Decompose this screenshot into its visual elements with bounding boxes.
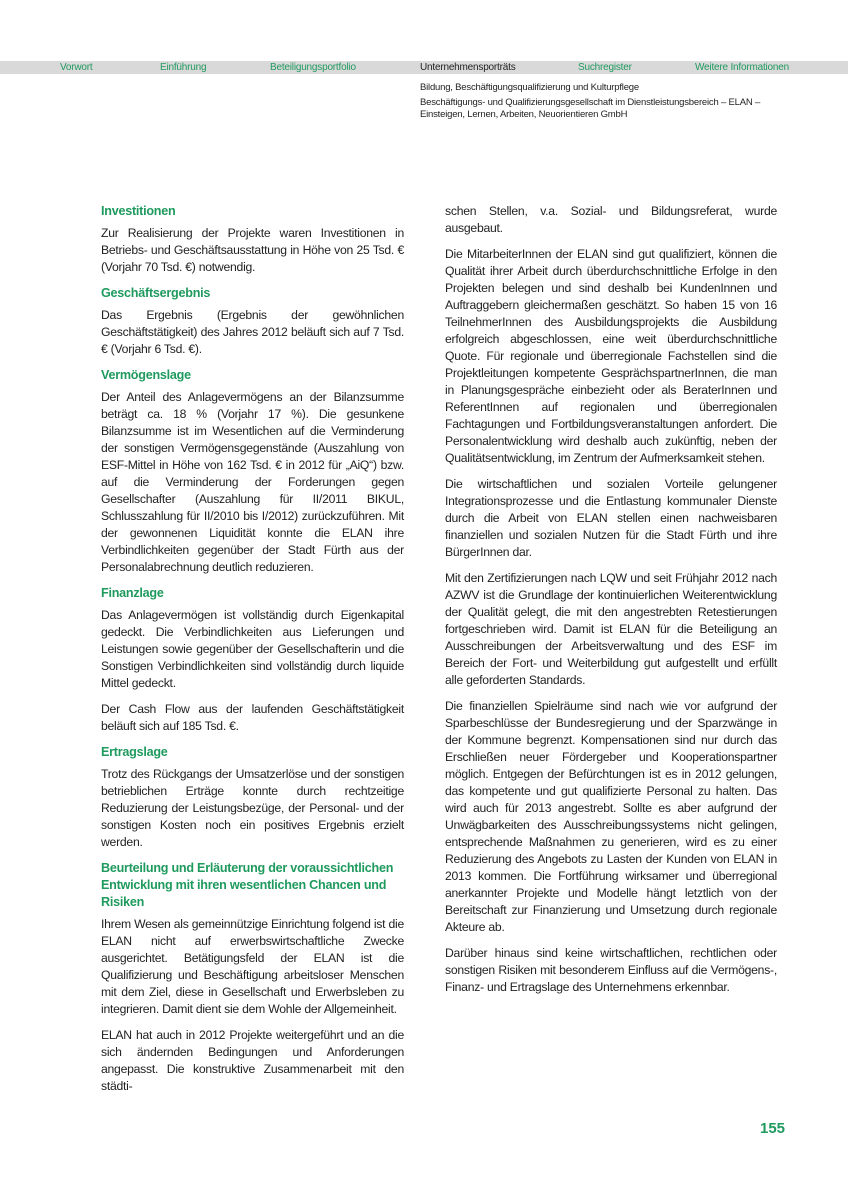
heading-investitionen: Investitionen [101,204,176,218]
nav-beteiligungsportfolio[interactable]: Beteiligungsportfolio [270,62,356,73]
heading-geschaeftsergebnis: Geschäftsergebnis [101,286,211,300]
page-number: 155 [760,1120,786,1137]
paragraph: Der Anteil des Anlagevermögens an der Bilanzsumme beträgt ca. 18 % (Vorjahr 17 %). Die gesunkene Bilanzsumme ist im Wesentlichen auf die Verminderung der sonstigen Vermögensgegenstände (Auszahlung von ESF-Mittel in Höhe von 162 Tsd. € in 2012 für „AiQ“) bzw. auf die Verminderung der Forderungen gegen Gesellschafter (Auszahlung für II/2011 BIKUL, Schlusszahlung für II/2010 bis I/2012) zurückzuführen. Mit der gewonnenen Liquidität konnte die ELAN ihre Verbindlichkeiten gegenüber der Stadt Fürth aus der Personalabrechnung deutlich reduzieren. [101,390,404,574]
left-column [101,203,404,1104]
paragraph: Das Anlagevermögen ist vollständig durch Eigenkapital gedeckt. Die Verbindlichkeiten aus Lieferungen und Leistungen sowie gegenüber der Gesellschafterin und die Sonstigen Verbindlichkeiten sind vollständig durch liquide Mittel gedeckt. [101,608,404,690]
nav-einfuehrung[interactable]: Einführung [160,62,207,73]
paragraph: Mit den Zertifizierungen nach LQW und seit Frühjahr 2012 nach AZWV ist die Grundlage der kontinuierlichen Weiterentwicklung der Qualität gelegt, die mit den angestrebten Retestierungen fortgeschrieben wird. Damit ist ELAN für die Beteiligung an Ausschreibungen der Arbeitsverwaltung und des ESF im Bereich der Fort- und Weiterbildung gut aufgestellt und erfüllt alle geforderten Standards. [445,571,777,687]
heading-finanzlage: Finanzlage [101,586,164,600]
category-heading: Bildung, Beschäftigungsqualifizierung und Kulturpflege [420,82,639,93]
nav-weitere-informationen[interactable]: Weitere Informationen [695,62,789,73]
company-name-line2: Einsteigen, Lernen, Arbeiten, Neuorientieren GmbH [420,109,628,120]
heading-beurteilung: Beurteilung und Erläuterung der voraussichtlichen Entwicklung mit ihren wesentlichen Chancen und Risiken [101,861,394,909]
paragraph-continuation: schen Stellen, v.a. Sozial- und Bildungsreferat, wurde ausgebaut. [445,204,777,235]
paragraph: Darüber hinaus sind keine wirtschaftlichen, rechtlichen oder sonstigen Risiken mit besonderem Einfluss auf die Vermögens-, Finanz- und Ertragslage des Unternehmens erkennbar. [445,946,777,994]
paragraph: ELAN hat auch in 2012 Projekte weitergeführt und an die sich ändernden Bedingungen und Anforderungen angepasst. Die konstruktive Zusammenarbeit mit den städti- [101,1028,404,1093]
paragraph: Ihrem Wesen als gemeinnützige Einrichtung folgend ist die ELAN nicht auf erwerbswirtschaftliche Zwecke ausgerichtet. Betätigungsfeld der ELAN ist die Qualifizierung und Beschäftigung arbeitsloser Menschen mit dem Ziel, diese in Gesellschaft und Erwerbsleben zu integrieren. Damit dient sie dem Wohle der Allgemeinheit. [101,917,404,1016]
paragraph: Trotz des Rückgangs der Umsatzerlöse und der sonstigen betrieblichen Erträge konnte durch rechtzeitige Reduzierung der Leistungsbezüge, der Personal- und der sonstigen Kosten noch ein positives Ergebnis erzielt werden. [101,767,404,849]
nav-unternehmensportraets[interactable]: Unternehmensporträts [420,62,516,73]
nav-vorwort[interactable]: Vorwort [60,62,93,73]
paragraph: Das Ergebnis (Ergebnis der gewöhnlichen Geschäftstätigkeit) des Jahres 2012 beläuft sich auf 7 Tsd. € (Vorjahr 6 Tsd. €). [101,308,404,356]
company-name-line1: Beschäftigungs- und Qualifizierungsgesellschaft im Dienstleistungsbereich – ELAN – [420,97,761,108]
nav-suchregister[interactable]: Suchregister [578,62,632,73]
section-nav-bar [0,61,848,74]
paragraph: Die MitarbeiterInnen der ELAN sind gut qualifiziert, können die Qualität ihrer Arbeit durch überdurchschnittliche Erfolge in den Projekten belegen und sind deshalb bei KundenInnen und Auftraggebern gleichermaßen geschätzt. So haben 15 von 16 TeilnehmerInnen des Ausbildungsprojekts die Ausbildung erfolgreich abgeschlossen, eine weit überdurchschnittliche Quote. Für regionale und überregionale Fachstellen sind die Projektleitungen kompetente GesprächspartnerInnen, die man in Planungsgespräche einbezieht oder als BeraterInnen und ReferentInnen auf regionalen und überregionalen Fachtagungen und Fortbildungsveranstaltungen anfordert. Die Personalentwicklung wird deshalb auch zukünftig, neben der Qualitätsentwicklung, im Zentrum der Aufmerksamkeit stehen. [445,247,777,465]
heading-ertragslage: Ertragslage [101,745,168,759]
paragraph: Zur Realisierung der Projekte waren Investitionen in Betriebs- und Geschäftsausstattung in Höhe von 25 Tsd. € (Vorjahr 70 Tsd. €) notwendig. [101,226,404,274]
paragraph: Der Cash Flow aus der laufenden Geschäftstätigkeit beläuft sich auf 185 Tsd. €. [101,702,404,733]
paragraph: Die finanziellen Spielräume sind nach wie vor aufgrund der Sparbeschlüsse der Bundesregierung und der Sparzwänge in der Kommune begrenzt. Kompensationen sind nur durch das Erschließen neuer Fördergeber und Kooperationspartner möglich. Entgegen der Befürchtungen ist es in 2012 gelungen, das kompetente und gut qualifizierte Personal zu halten. Das wird auch für 2013 angestrebt. Sollte es aber aufgrund der Unwägbarkeiten des Ausschreibungssystems nicht gelingen, entsprechende Maßnahmen zu generieren, wird es zu einer Reduzierung des Angebots zu Lasten der Kunden von ELAN in 2013 kommen. Die Fortführung wirksamer und überregional anerkannter Projekte und Modelle hängt letztlich von der Bereitschaft zur Finanzierung und Umsetzung durch regionale Akteure ab. [445,699,777,934]
right-column [445,203,777,1005]
heading-vermoegenslage: Vermögenslage [101,368,191,382]
paragraph: Die wirtschaftlichen und sozialen Vorteile gelungener Integrationsprozesse und die Entlastung kommunaler Dienste durch die Arbeit von ELAN stellen einen nachweisbaren finanziellen und sozialen Nutzen für die Stadt Fürth und ihre BürgerInnen dar. [445,477,777,559]
